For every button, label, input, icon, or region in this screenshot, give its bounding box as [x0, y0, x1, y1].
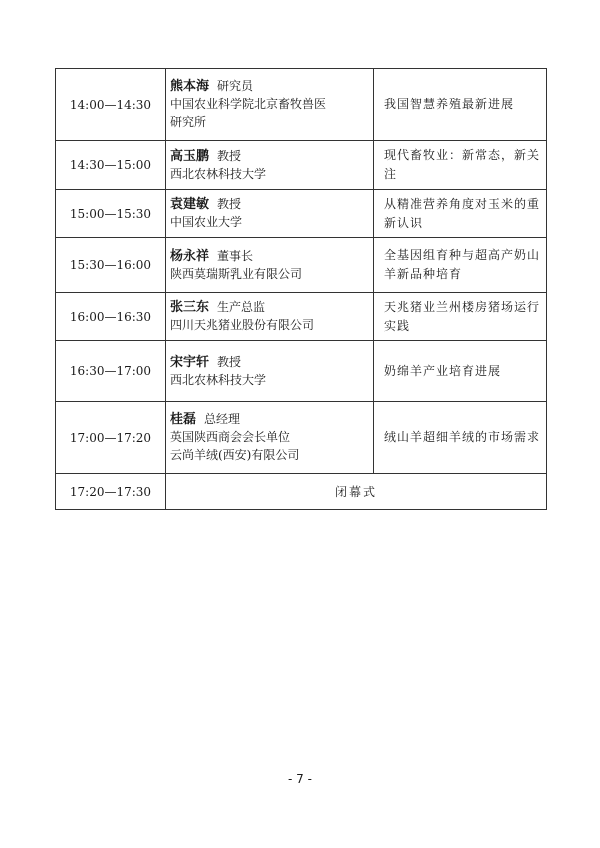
schedule-table: [55, 68, 547, 510]
time-cell: 16:30—17:00: [56, 341, 166, 402]
topic-cell: 绒山羊超细羊绒的市场需求: [374, 402, 547, 474]
speaker-cell: [166, 341, 374, 402]
speaker-org: 英国陕西商会会长单位: [170, 430, 291, 444]
speaker-org: 中国农业科学院北京畜牧兽医: [170, 97, 327, 111]
speaker-cell: [166, 238, 374, 293]
topic-cell: 现代畜牧业：新常态，新关注: [374, 141, 547, 190]
speaker-title: 教授: [217, 197, 242, 211]
time-cell: 16:00—16:30: [56, 293, 166, 341]
topic-cell: 从精准营养角度对玉米的重新认识: [374, 190, 547, 238]
speaker-name: 桂磊: [170, 412, 197, 427]
speaker-cell: [166, 69, 374, 141]
speaker-cell: [166, 190, 374, 238]
time-cell: 14:00—14:30: [56, 69, 166, 141]
speaker-name: 张三东: [170, 300, 210, 315]
speaker-org: 西北农林科技大学: [170, 372, 267, 387]
speaker-title: 教授: [217, 354, 242, 369]
speaker-name: 杨永祥: [170, 248, 210, 264]
speaker-title: 生产总监: [217, 300, 266, 314]
table-row: [56, 474, 547, 510]
table-row: [56, 293, 547, 341]
speaker-org: 西北农林科技大学: [170, 166, 267, 181]
time-cell: 15:30—16:00: [56, 238, 166, 293]
table-row: [56, 190, 547, 238]
speaker-cell: [166, 402, 374, 474]
speaker-name: 宋宇轩: [170, 354, 210, 370]
speaker-title: 总经理: [204, 412, 241, 426]
speaker-title: 教授: [217, 148, 242, 163]
time-cell: 14:30—15:00: [56, 141, 166, 190]
topic-cell: 天兆猪业兰州楼房猪场运行实践: [374, 293, 547, 341]
page-number: - 7 -: [288, 772, 312, 786]
speaker-name: 高玉鹏: [170, 148, 210, 164]
topic-cell: 我国智慧养殖最新进展: [374, 69, 547, 141]
table-row: [56, 69, 547, 141]
speaker-name: 袁建敏: [170, 197, 210, 212]
time-cell: 17:20—17:30: [56, 474, 166, 510]
speaker-org: 云尚羊绒(西安)有限公司: [170, 448, 300, 462]
table-row: [56, 141, 547, 190]
closing-ceremony: 闭幕式: [166, 474, 547, 510]
table-row: [56, 238, 547, 293]
time-cell: 15:00—15:30: [56, 190, 166, 238]
speaker-org: 陕西莫瑞斯乳业有限公司: [170, 266, 303, 281]
speaker-title: 研究员: [217, 79, 254, 93]
speaker-title: 董事长: [217, 248, 254, 263]
table-row: [56, 341, 547, 402]
topic-cell: 奶绵羊产业培育进展: [374, 341, 547, 402]
speaker-org: 四川天兆猪业股份有限公司: [170, 318, 315, 332]
table-row: [56, 402, 547, 474]
speaker-name: 熊本海: [170, 79, 210, 94]
speaker-org: 研究所: [170, 115, 207, 129]
speaker-cell: [166, 293, 374, 341]
speaker-cell: [166, 141, 374, 190]
time-cell: 17:00—17:20: [56, 402, 166, 474]
speaker-org: 中国农业大学: [170, 215, 243, 229]
topic-cell: 全基因组育种与超高产奶山羊新品种培育: [374, 238, 547, 293]
